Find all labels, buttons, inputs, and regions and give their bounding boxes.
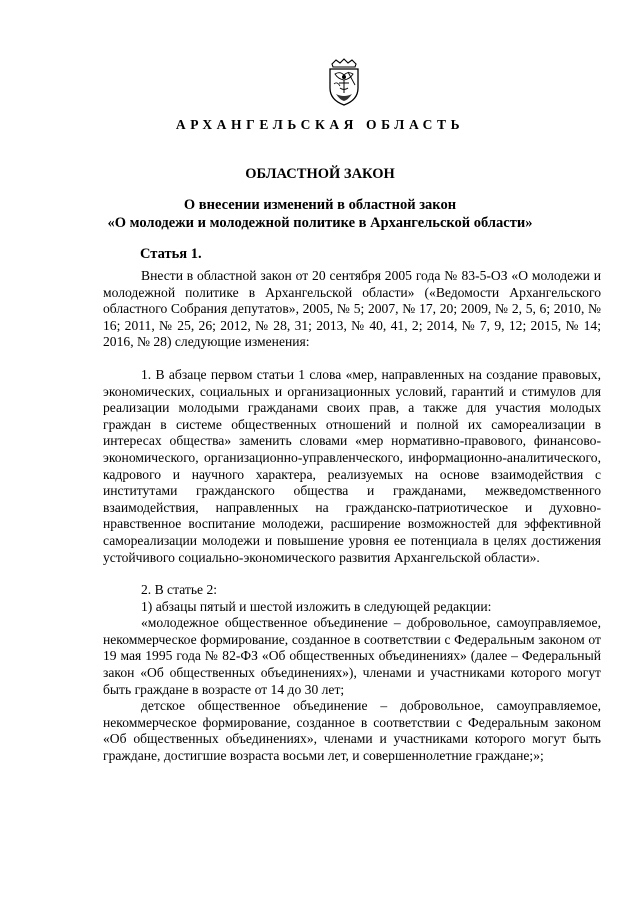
item-2-paragraph: 2. В статье 2: <box>141 582 218 598</box>
law-title <box>0 196 640 232</box>
quote-paragraph-children-association: детское общественное объединение – добровольное, самоуправляемое, некоммерческое формирование, созданное в соответствии с Федеральным законом «Об общественных объединениях», членами и участниками которого могут быть граждане, достигшие возраста восьми лет, и совершеннолетние граждане;»; <box>103 698 601 764</box>
item-2-subitem-1: 1) абзацы пятый и шестой изложить в следующей редакции: <box>141 598 492 614</box>
article-heading: Статья 1. <box>140 246 202 262</box>
article-body <box>103 268 601 765</box>
law-title-line: «О молодежи и молодежной политике в Архангельской области» <box>107 215 533 231</box>
region-name: АРХАНГЕЛЬСКАЯ ОБЛАСТЬ <box>175 117 465 132</box>
article-intro-paragraph: Внести в областной закон от 20 сентября 2005 года № 83-5-ОЗ «О молодежи и молодежной политике в Архангельской области» («Ведомости Архангельского областного Собрания депутатов», 2005, № 5; 2007, № 17, 20; 2009, № 2, 5, 6; 2010, № 16; 2011, № 25, 26; 2012, № 28, 31; 2013, № 40, 41, 2; 2014, № 7, 9, 12; 2015, № 14; 2016, № 28) следующие изменения: <box>103 268 601 350</box>
law-title-line: О внесении изменений в областной закон <box>183 197 457 213</box>
coat-of-arms-icon <box>326 58 362 106</box>
item-1-paragraph: 1. В абзаце первом статьи 1 слова «мер, направленных на создание правовых, экономических, социальных и организационных условий, гарантий и стимулов для реализации молодыми гражданами своих прав, а также для участия молодых граждан в системе общественных отношений и полной их самореализации в интересах общества» заменить словами «мер нормативно-правового, финансово-экономического, организационно-управленческого, информационно-аналитического, кадрового и научного характера, реализуемых на основе взаимодействия с институтами гражданского общества и гражданами, межведомственного взаимодействия, направленных на гражданско-патриотическое и духовно-нравственное воспитание молодежи, расширение возможностей для эффективной самореализации молодежи и повышение уровня ее потенциала в целях достижения устойчивого социально-экономического развития Архангельской области». <box>103 366 601 565</box>
quote-paragraph-youth-association: «молодежное общественное объединение – добровольное, самоуправляемое, некоммерческое формирование, созданное в соответствии с Федеральным законом от 19 мая 1995 года № 82-ФЗ «Об общественных объединениях» (далее – Федеральный закон «Об общественных объединениях»), членами и участниками которого могут быть граждане в возрасте от 14 до 30 лет; <box>103 615 601 697</box>
law-type-heading: ОБЛАСТНОЙ ЗАКОН <box>245 166 395 182</box>
